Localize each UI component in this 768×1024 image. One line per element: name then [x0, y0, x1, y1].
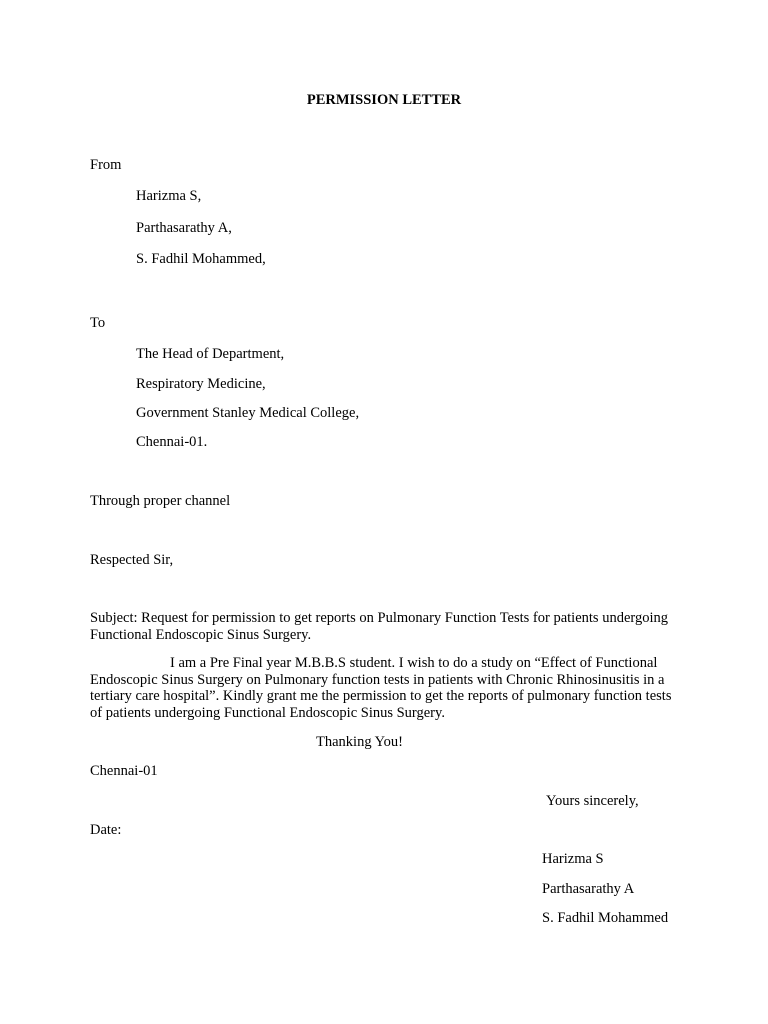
- through-channel: Through proper channel: [90, 493, 231, 509]
- subject-paragraph: Subject: Request for permission to get reports on Pulmonary Function Tests for patients undergoing Functional Endoscopic Sinus Surgery.: [90, 610, 668, 643]
- sender-3: S. Fadhil Mohammed,: [136, 251, 266, 267]
- signatory-3: S. Fadhil Mohammed: [542, 910, 669, 926]
- place-line: Chennai-01: [90, 763, 158, 779]
- recipient-line-3: Government Stanley Medical College,: [136, 405, 360, 421]
- from-label: From: [90, 157, 122, 173]
- thanks-line: Thanking You!: [316, 734, 404, 750]
- salutation: Respected Sir,: [90, 552, 174, 568]
- letter-title: PERMISSION LETTER: [306, 92, 462, 108]
- date-label: Date:: [90, 822, 122, 838]
- signatory-1: Harizma S: [542, 851, 604, 867]
- closing-line: Yours sincerely,: [546, 793, 639, 809]
- sender-2: Parthasarathy A,: [136, 220, 232, 236]
- recipient-line-1: The Head of Department,: [136, 346, 285, 362]
- signatory-2: Parthasarathy A: [542, 881, 635, 897]
- recipient-line-2: Respiratory Medicine,: [136, 376, 266, 392]
- recipient-line-4: Chennai-01.: [136, 434, 208, 450]
- to-label: To: [90, 315, 106, 331]
- sender-1: Harizma S,: [136, 188, 202, 204]
- body-paragraph: I am a Pre Final year M.B.B.S student. I wish to do a study on “Effect of Functional Endoscopic Sinus Surgery on Pulmonary function tests in patients with Chronic Rhinosinusitis in a tertiary care hospital”. Kindly grant me the permission to get the reports of pulmonary function tests of patients undergoing Functional Endoscopic Sinus Surgery.: [90, 655, 672, 721]
